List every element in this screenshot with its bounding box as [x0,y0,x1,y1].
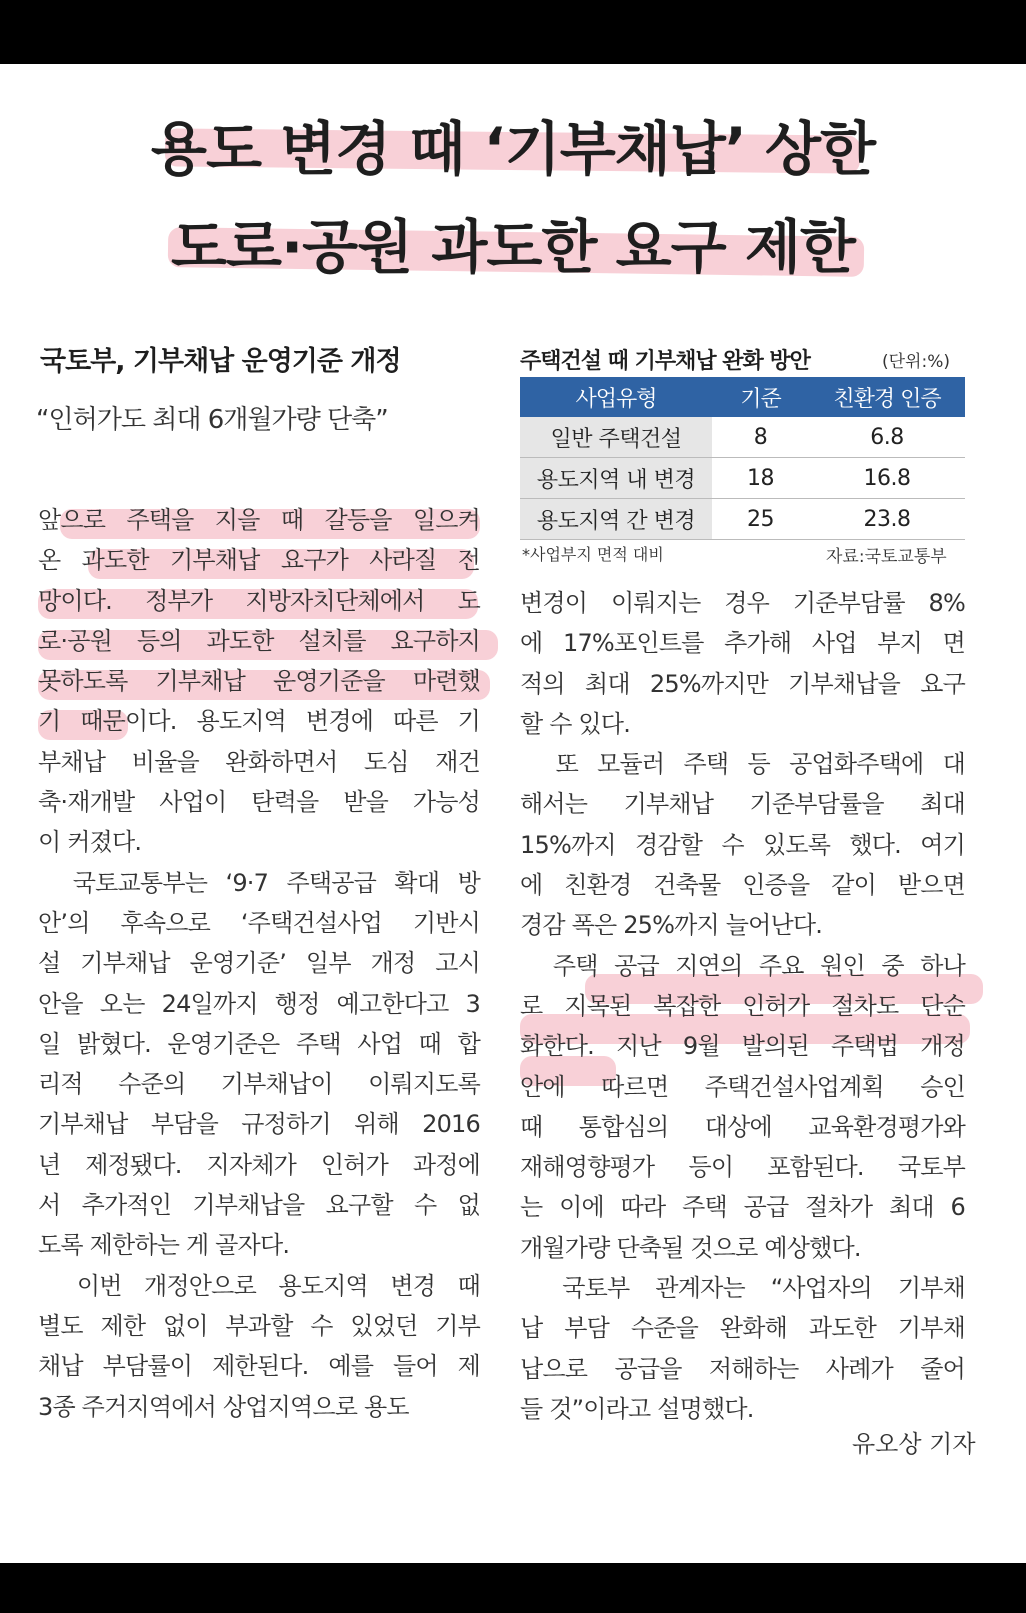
table-unit: (단위:%) [882,352,950,372]
article-line: 못하도록 기부채납 운영기준을 마련했 [38,667,480,696]
article-line: 3종 주거지역에서 상업지역으로 용도 [38,1392,409,1421]
article-line: 재해영향평가 등이 포함된다. 국토부 [520,1153,965,1182]
table-cell: 일반 주택건설 [520,417,712,458]
table-source: 자료:국토교통부 [826,547,947,567]
table-header-cell: 사업유형 [520,377,712,417]
article-line: 이 커졌다. [38,828,142,857]
article-line: 안’의 후속으로 ‘주택건설사업 기반시 [38,908,480,937]
newspaper-clipping [0,64,1026,1563]
pull-quote: “인허가도 최대 6개월가량 단축” [36,405,388,435]
article-line: 때 통합심의 대상에 교육환경평가와 [520,1112,965,1141]
headline-line-1: 용도 변경 때 ‘기부채납’ 상한 [150,115,876,183]
table-cell: 용도지역 내 변경 [520,458,712,499]
article-line: 년 제정됐다. 지자체가 인허가 과정에 [38,1150,480,1179]
table-cell: 23.8 [809,499,965,540]
article-line: 서 추가적인 기부채납을 요구할 수 없 [38,1191,480,1220]
article-line: 앞으로 주택을 지을 때 갈등을 일으켜 [38,506,480,534]
article-line: 에 17%포인트를 추가해 사업 부지 면 [520,629,965,658]
article-line: 온 과도한 기부채납 요구가 사라질 전 [38,546,480,575]
article-line: 할 수 있다. [520,709,631,738]
article-line: 안을 오는 24일까지 행정 예고한다고 3 [38,989,480,1018]
article-line: 변경이 이뤄지는 경우 기준부담률 8% [520,589,965,617]
table-header-cell: 친환경 인증 [809,377,965,417]
article-line: 납 부담 수준을 완화해 과도한 기부채 [520,1314,965,1343]
article-line: 망이다. 정부가 지방자치단체에서 도 [38,586,480,615]
table-row [520,499,965,540]
article-line: 납으로 공급을 저해하는 사례가 줄어 [520,1354,965,1383]
table-cell: 6.8 [809,417,965,458]
table-row [520,417,965,458]
article-line: 로·공원 등의 과도한 설치를 요구하지 [38,626,480,655]
article-line: 는 이에 따라 주택 공급 절차가 최대 6 [520,1193,965,1222]
article-line: 또 모듈러 주택 등 공업화주택에 대 [520,750,965,779]
table-cell: 8 [712,417,809,458]
article-line: 에 친환경 건축물 인증을 같이 받으면 [520,871,965,900]
subheadline: 국토부, 기부채납 운영기준 개정 [40,346,401,377]
article-line: 국토교통부는 ‘9·7 주택공급 확대 방 [38,868,480,897]
table-footnote: *사업부지 면적 대비 [522,545,664,564]
article-left-column [38,500,480,1427]
article-line: 로 지목된 복잡한 인허가 절차도 단순 [520,991,965,1020]
data-table [520,377,965,540]
article-line: 경감 폭은 25%까지 늘어난다. [520,911,823,940]
article-line: 별도 제한 없이 부과할 수 있었던 기부 [38,1311,480,1340]
article-line: 설 기부채납 운영기준’ 일부 개정 고시 [38,949,480,978]
table-cell: 18 [712,458,809,499]
article-line: 국토부 관계자는 “사업자의 기부채 [520,1274,965,1303]
table-cell: 용도지역 간 변경 [520,499,712,540]
table-header-row [520,377,965,417]
article-line: 일 밝혔다. 운영기준은 주택 사업 때 합 [38,1029,480,1058]
article-right-column [520,583,965,1429]
article-line: 기 때문이다. 용도지역 변경에 따른 기 [38,707,480,736]
article-line: 들 것”이라고 설명했다. [520,1394,754,1423]
article-line: 해서는 기부채납 기준부담률을 최대 [520,790,965,819]
article-line: 축·재개발 사업이 탄력을 받을 가능성 [38,788,480,817]
table-header-cell: 기준 [712,377,809,417]
article-line: 개월가량 단축될 것으로 예상했다. [520,1233,861,1262]
table-row [520,458,965,499]
article-line: 15%까지 경감할 수 있도록 했다. 여기 [520,830,965,859]
table-cell: 16.8 [809,458,965,499]
article-line: 도록 제한하는 게 골자다. [38,1231,290,1260]
article-line: 화한다. 지난 9월 발의된 주택법 개정 [520,1032,965,1061]
headline-line-2: 도로·공원 과도한 요구 제한 [171,213,855,281]
table-cell: 25 [712,499,809,540]
article-line: 안에 따르면 주택건설사업계획 승인 [520,1072,965,1101]
byline: 유오상 기자 [852,1430,976,1458]
article-line: 주택 공급 지연의 주요 원인 중 하나 [520,951,965,980]
article-line: 리적 수준의 기부채납이 이뤄지도록 [38,1070,480,1099]
article-line: 채납 부담률이 제한된다. 예를 들어 제 [38,1352,480,1381]
article-line: 이번 개정안으로 용도지역 변경 때 [38,1271,480,1300]
article-line: 적의 최대 25%까지만 기부채납을 요구 [520,669,965,698]
article-line: 기부채납 부담을 규정하기 위해 2016 [38,1110,480,1139]
article-line: 부채납 비율을 완화하면서 도심 재건 [38,747,480,776]
table-title: 주택건설 때 기부채납 완화 방안 [520,349,810,374]
